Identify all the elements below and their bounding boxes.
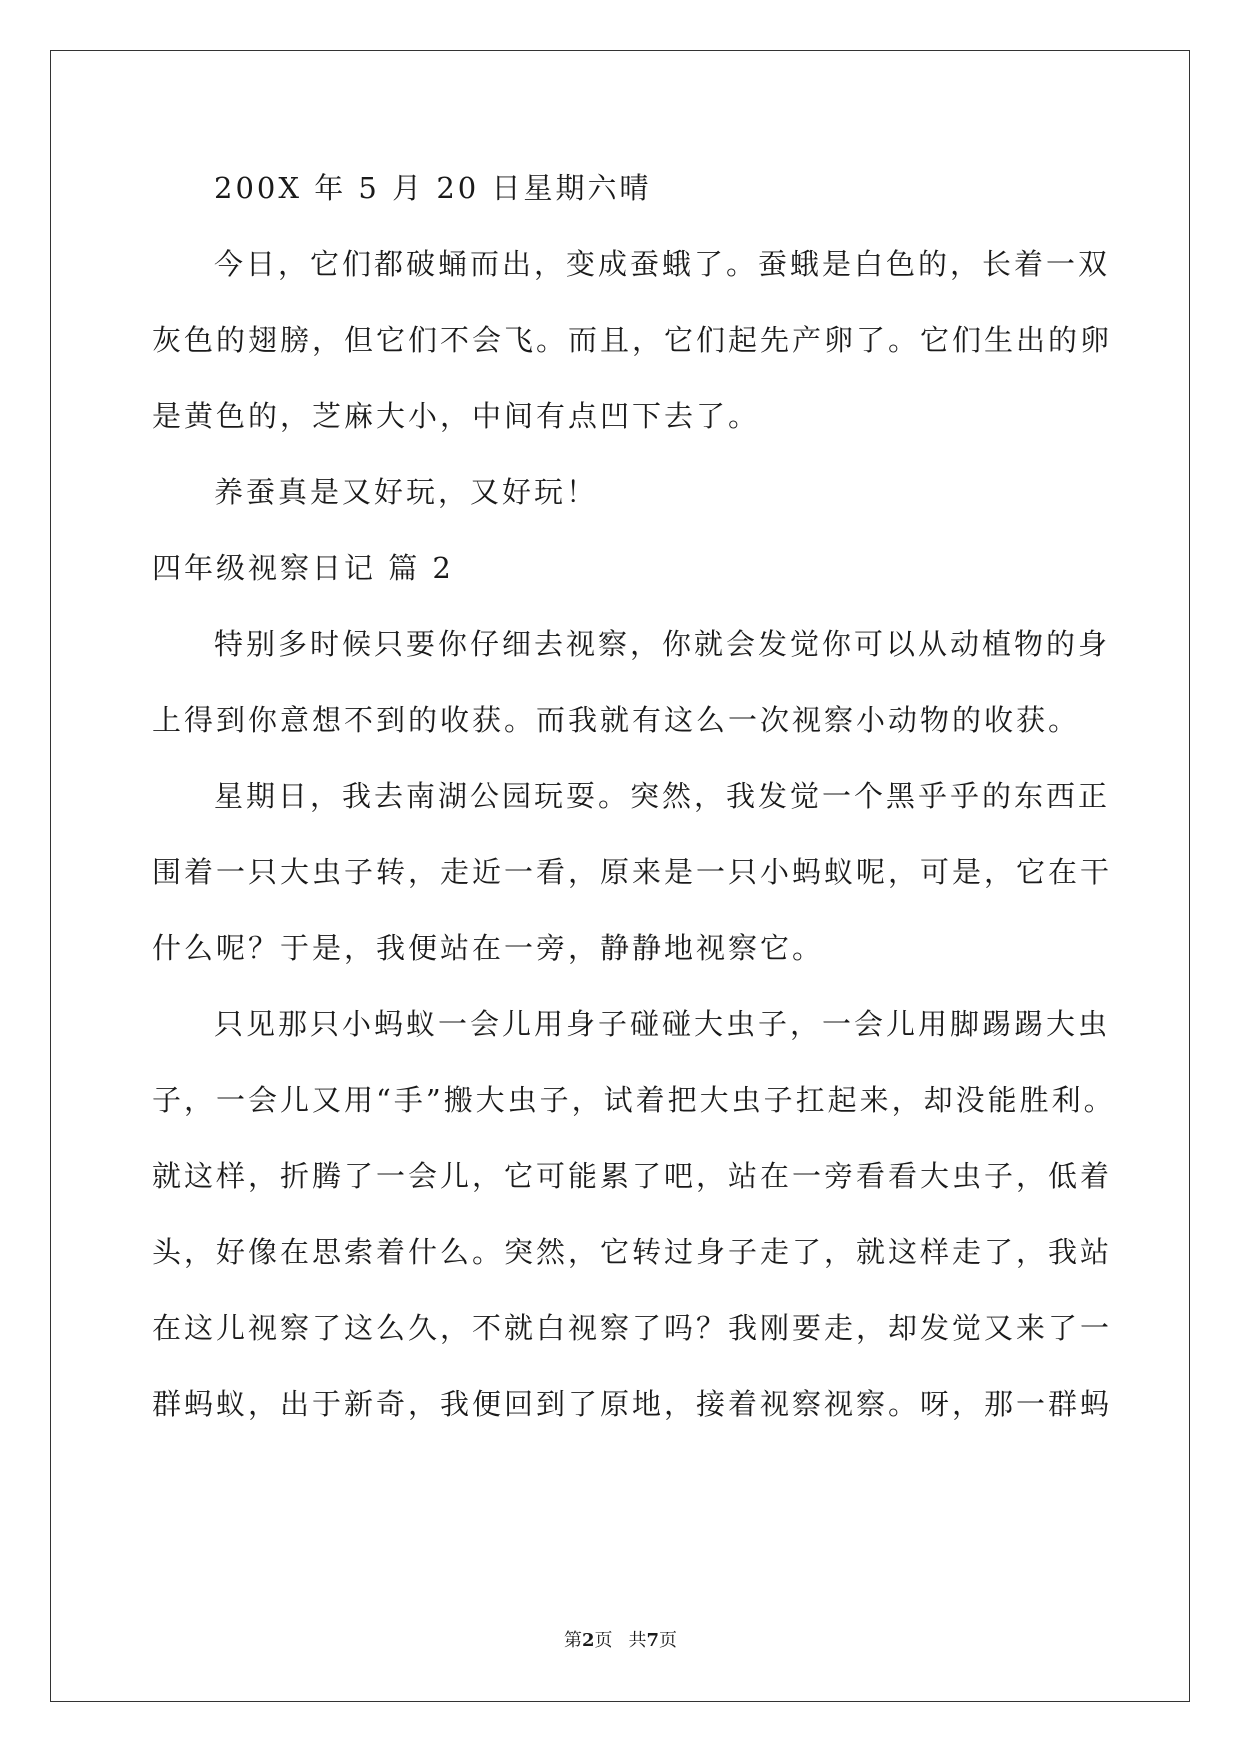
total-suffix: 页	[659, 1630, 678, 1651]
paragraph-line: 就这样，折腾了一会儿，它可能累了吧，站在一旁看看大虫子，低着	[152, 1159, 1113, 1193]
document-body	[152, 162, 1116, 1454]
paragraph-line: 养蚕真是又好玩，又好玩！	[214, 475, 599, 509]
paragraph-line: 围着一只大虫子转，走近一看，原来是一只小蚂蚁呢，可是，它在干	[152, 855, 1113, 889]
paragraph-line: 头，好像在思索着什么。突然，它转过身子走了，就这样走了，我站	[152, 1235, 1113, 1269]
page-suffix: 页	[594, 1630, 613, 1651]
paragraph-line: 是黄色的，芝麻大小，中间有点凹下去了。	[152, 399, 761, 433]
diary-date-line: 200X 年 5 月 20 日星期六晴	[214, 171, 652, 205]
paragraph-line: 只见那只小蚂蚁一会儿用身子碰碰大虫子，一会儿用脚踢踢大虫	[214, 1007, 1111, 1041]
section-heading: 四年级视察日记 篇 2	[152, 551, 454, 585]
paragraph-line: 群蚂蚁，出于新奇，我便回到了原地，接着视察视察。呀，那一群蚂	[152, 1387, 1113, 1421]
paragraph-line: 上得到你意想不到的收获。而我就有这么一次视察小动物的收获。	[152, 703, 1081, 737]
paragraph-line: 星期日，我去南湖公园玩耍。突然，我发觉一个黑乎乎的东西正	[214, 779, 1111, 813]
page-prefix: 第	[563, 1630, 582, 1651]
paragraph-line: 在这儿视察了这么久，不就白视察了吗？我刚要走，却发觉又来了一	[152, 1311, 1113, 1345]
total-pages: 7	[646, 1630, 660, 1651]
total-prefix: 共	[628, 1630, 647, 1651]
paragraph-line: 灰色的翅膀，但它们不会飞。而且，它们起先产卵了。它们生出的卵	[152, 323, 1113, 357]
paragraph-line: 子，一会儿又用“手”搬大虫子，试着把大虫子扛起来，却没能胜利。	[152, 1083, 1116, 1117]
page-footer	[0, 1626, 1241, 1652]
page-number: 2	[581, 1630, 595, 1651]
paragraph-line: 特别多时候只要你仔细去视察，你就会发觉你可以从动植物的身	[214, 627, 1111, 661]
paragraph-line: 什么呢？于是，我便站在一旁，静静地视察它。	[152, 931, 825, 965]
paragraph-line: 今日，它们都破蛹而出，变成蚕蛾了。蚕蛾是白色的，长着一双	[214, 247, 1111, 281]
